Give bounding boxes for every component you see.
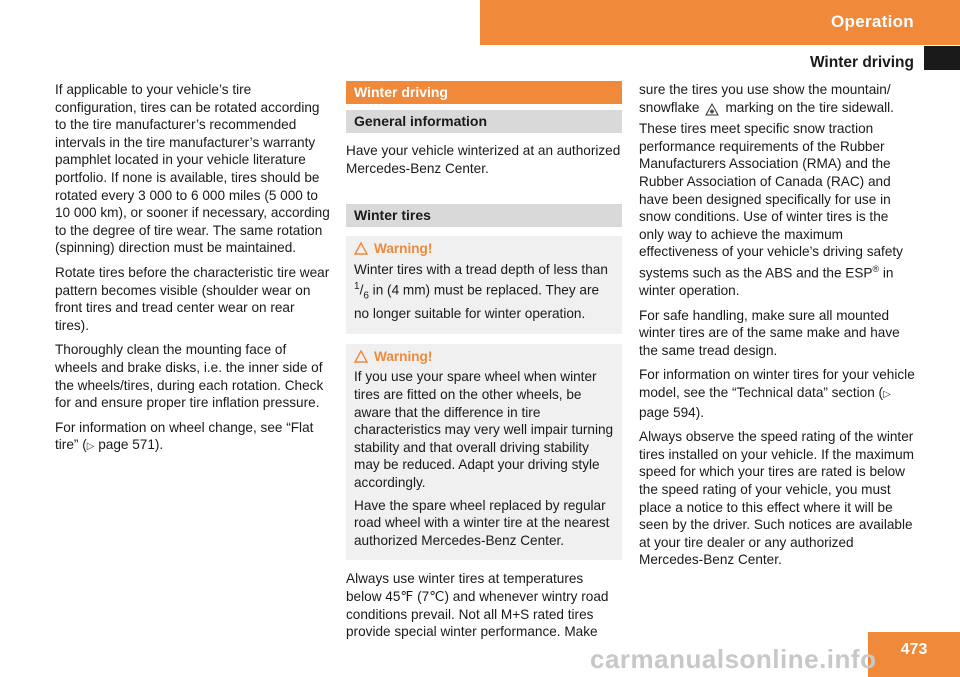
page-ref-link[interactable]: page 571). — [94, 437, 164, 453]
paragraph-winterize: Have your vehicle winterized at an authorized Mercedes-Benz Center. — [346, 143, 621, 176]
paragraph-wheel-change: For information on wheel change, see “Flat tire” (▷ page 571). — [55, 419, 314, 453]
paragraph-winter-tire-temperature: Always use winter tires at temperatures below 45℉ (7℃) and whenever wintry road conditions prevail. Not all M+S rated tires provide special winter performance. Make — [346, 571, 609, 640]
warning-triangle-icon — [354, 242, 368, 255]
section-heading-winter-driving: Winter driving — [346, 81, 622, 104]
warning-box-spare-wheel — [346, 344, 622, 561]
paragraph-rotate-before: Rotate tires before the characteristic tire wear pattern becomes visible (shoulder wear on front tires and tread center wear on rear tires). — [55, 264, 330, 333]
header-tab-marker — [924, 46, 960, 70]
column-right — [639, 81, 917, 576]
warning-text-tread-depth: Winter tires with a tread depth of less than $^1/_6$ in (4 mm) must be replaced. They are no longer suitable for winter operation. — [354, 261, 608, 322]
warning-text-replace-spare: Have the spare wheel replaced by regular road wheel with a winter tire at the nearest authorized Mercedes-Benz Center. — [354, 497, 610, 548]
warning-box-tread-depth — [346, 236, 622, 334]
section-title: Operation — [831, 12, 914, 31]
column-left — [55, 81, 330, 463]
paragraph-same-make: For safe handling, make sure all mounted winter tires are of the same make and have the same tread design. — [639, 307, 900, 358]
paragraph-clean-mounting: Thoroughly clean the mounting face of wheels and brake disks, i.e. the inner side of the wheels/tires, during each rotation. Check for and ensure proper tire inflation pressure. — [55, 342, 324, 411]
page-number: 473 — [900, 641, 928, 658]
paragraph-tire-rotation: If applicable to your vehicle’s tire configuration, tires can be rotated according to the tire manufacturer’s recommended intervals in the tire manufacturer’s warranty pamphlet located in your vehicle literature portfolio. If none is available, tires should be rotated every 3 000 to 6 000 miles (5 000 to 10 000 km), or sooner if necessary, according to the degree of tire wear. The same rotation (spinning) direction must be maintained. — [55, 82, 330, 256]
warning-text-spare-wheel: If you use your spare wheel when winter tires are fitted on the other wheels, be aware that the difference in tire characteristics may very well impair turning stability and that overall driving stability may be reduced. Adapt your driving style accordingly. — [354, 369, 614, 490]
column-middle — [346, 81, 622, 648]
mountain-snowflake-icon — [705, 102, 719, 121]
paragraph-snowflake-marking: sure the tires you use show the mountain/ snowflake marking on the tire sidewall. These tires meet specific snow traction performance requirements of the Rubber Manufacturers Association (RMA) and the Rubber Association of Canada (RAC) and have been designed specifically for use in snow conditions. Use of winter tires is the only way to achieve the maximum effectiveness of your vehicle’s driving safety systems such as the ABS and the ESP® in winter operation. — [639, 82, 903, 299]
paragraph-technical-data-ref: For information on winter tires for your vehicle model, see the “Technical data” section (▷ page 594). — [639, 367, 915, 420]
watermark-text: carmanualsonline.info — [590, 644, 877, 674]
page-ref-link[interactable]: page 594). — [639, 404, 705, 420]
subsection-title: Winter driving — [809, 54, 914, 71]
warning-title: Warning! — [354, 348, 616, 366]
paragraph-speed-rating: Always observe the speed rating of the winter tires installed on your vehicle. If the maximum speed for which your tires are rated is below the speed rating of your vehicle, you must place a notice to this effect where it will be seen by the driver. Such notices are available at your tire dealer or any authorized Mercedes-Benz Center. — [639, 429, 915, 568]
page-ref-arrow-icon: ▷ — [86, 441, 95, 453]
warning-triangle-icon — [354, 350, 368, 363]
warning-title: Warning! — [354, 240, 616, 258]
page-number-box — [868, 632, 960, 677]
page-ref-arrow-icon: ▷ — [883, 389, 891, 401]
subheading-general-information: General information — [346, 110, 622, 133]
subheading-winter-tires: Winter tires — [346, 204, 622, 227]
